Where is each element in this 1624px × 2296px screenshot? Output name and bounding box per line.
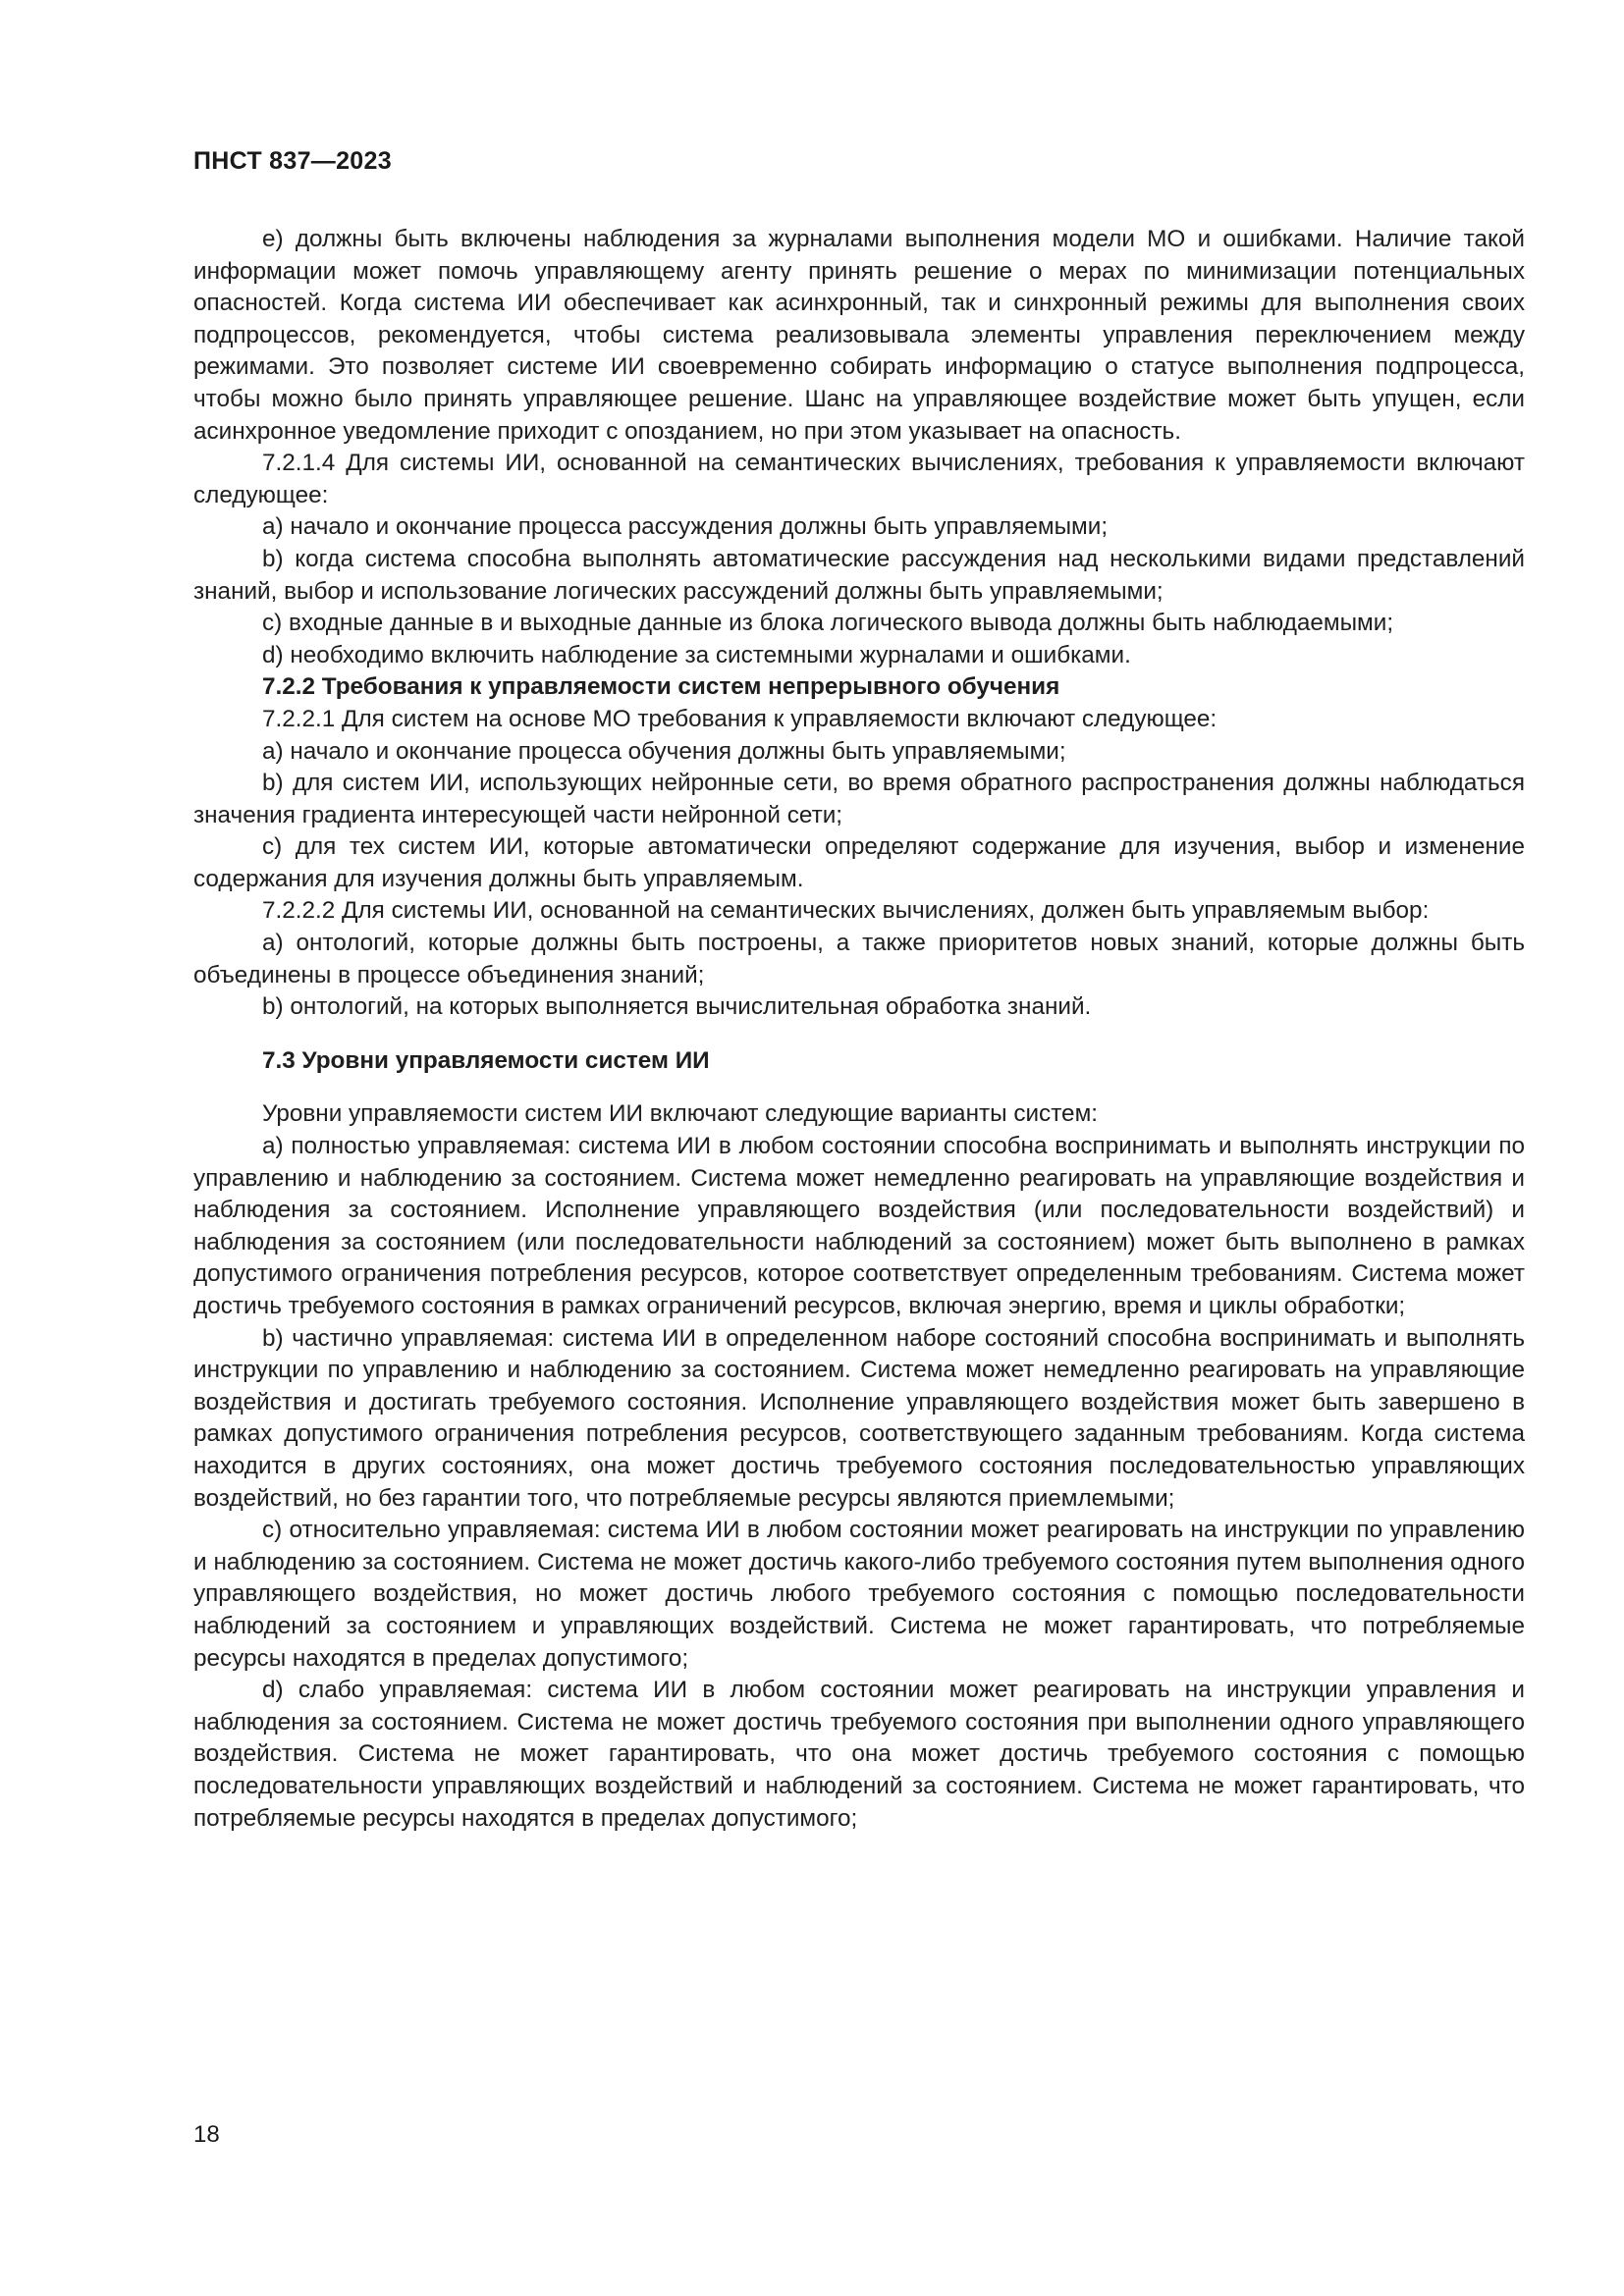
list-item-b-reasoning-selection: b) когда система способна выполнять автоматические рассуждения над несколькими видами представлений знаний, выбор и использование логических рассуждений должны быть управляемыми;	[193, 545, 1525, 605]
list-item-a-fully-controllable: a) полностью управляемая: система ИИ в любом состоянии способна воспринимать и выполнять инструкции по управлению и наблюдению за состоянием. Система может немедленно реагировать на управляющие воздействия и наблюдения за состоянием. Исполнение управляющего воздействия (или последовательности воздействий) и наблюдения за состоянием (или последовательности наблюдений за состоянием) может быть выполнено в рамках допустимого ограничения потребления ресурсов, которое соответствует определенным требованиям. Система может достичь требуемого состояния в рамках ограничений ресурсов, включая энергию, время и циклы обработки;	[193, 1133, 1525, 1319]
page-number: 18	[193, 2121, 220, 2148]
heading-7-3: 7.3 Уровни управляемости систем ИИ	[262, 1046, 710, 1074]
list-item-b-partially-controllable: b) частично управляемая: система ИИ в определенном наборе состояний способна воспринимать и выполнять инструкции по управлению и наблюдению за состоянием. Система может немедленно реагировать на управляющие воздействия и достигать требуемого состояния. Исполнение управляющего воздействия может быть завершено в рамках допустимого ограничения потребления ресурсов, соответствующего заданным требованиям. Когда система находится в других состояниях, она может достичь требуемого состояния последовательностью управляющих воздействий, но без гарантии того, что потребляемые ресурсы являются приемлемыми;	[193, 1324, 1525, 1512]
list-item-e-logs-observation: e) должны быть включены наблюдения за журналами выполнения модели МО и ошибками. Наличие такой информации может помочь управляющему агенту принять решение о мерах по минимизации потенциальных опасностей. Когда система ИИ обеспечивает как асинхронный, так и синхронный режимы для выполнения своих подпроцессов, рекомендуется, чтобы система реализовывала элементы управления переключением между режимами. Это позволяет системе ИИ своевременно собирать информацию о статусе выполнения подпроцесса, чтобы можно было принять управляющее решение. Шанс на управляющее воздействие может быть упущен, если асинхронное уведомление приходит с опозданием, но при этом указывает на опасность.	[193, 226, 1525, 445]
document-body	[193, 224, 1525, 1835]
list-item-c-inference-io: c) входные данные в и выходные данные из блока логического вывода должны быть наблюдаемыми;	[262, 610, 1394, 637]
clause-7-2-2-2: 7.2.2.2 Для системы ИИ, основанной на семантических вычислениях, должен быть управляемым выбор:	[262, 897, 1430, 925]
clause-7-3-intro: Уровни управляемости систем ИИ включают следующие варианты систем:	[262, 1100, 1099, 1128]
clause-7-2-2-1: 7.2.2.1 Для систем на основе МО требования к управляемости включают следующее:	[262, 705, 1218, 732]
list-item-b-ontologies-processing: b) онтологий, на которых выполняется вычислительная обработка знаний.	[262, 993, 1092, 1021]
list-item-d-system-logs: d) необходимо включить наблюдение за системными журналами и ошибками.	[262, 641, 1131, 668]
document-code-header: ПНСТ 837—2023	[193, 147, 392, 175]
list-item-c-relatively-controllable: c) относительно управляемая: система ИИ в любом состоянии может реагировать на инструкции по управлению и наблюдению за состоянием. Система не может достичь какого-либо требуемого состояния путем выполнения одного управляющего воздействия, но может достичь любого требуемого состояния с помощью последовательности наблюдений за состоянием и управляющих воздействий. Система не может гарантировать, что потребляемые ресурсы находятся в пределах допустимого;	[193, 1517, 1525, 1672]
list-item-a-ontologies-built: a) онтологий, которые должны быть построены, а также приоритетов новых знаний, которые должны быть объединены в процессе объединения знаний;	[193, 930, 1525, 988]
clause-7-2-1-4: 7.2.1.4 Для системы ИИ, основанной на семантических вычислениях, требования к управляемости включают следующее:	[193, 450, 1525, 508]
heading-7-2-2: 7.2.2 Требования к управляемости систем непрерывного обучения	[262, 673, 1060, 701]
list-item-a-reasoning-control: a) начало и окончание процесса рассуждения должны быть управляемыми;	[262, 513, 1109, 541]
list-item-a-training-control: a) начало и окончание процесса обучения должны быть управляемыми;	[262, 737, 1066, 765]
list-item-b-gradient-observation: b) для систем ИИ, использующих нейронные сети, во время обратного распространения должны наблюдаться значения градиента интересующей части нейронной сети;	[193, 770, 1525, 828]
list-item-c-content-selection: c) для тех систем ИИ, которые автоматически определяют содержание для изучения, выбор и изменение содержания для изучения должны быть управляемым.	[193, 833, 1525, 892]
list-item-d-weakly-controllable: d) слабо управляемая: система ИИ в любом состоянии может реагировать на инструкции управления и наблюдения за состоянием. Система не может достичь требуемого состояния при выполнении одного управляющего воздействия. Система не может гарантировать, что она может достичь требуемого состояния с помощью последовательности управляющих воздействий и наблюдений за состоянием. Система не может гарантировать, что потребляемые ресурсы находятся в пределах допустимого;	[193, 1677, 1525, 1832]
